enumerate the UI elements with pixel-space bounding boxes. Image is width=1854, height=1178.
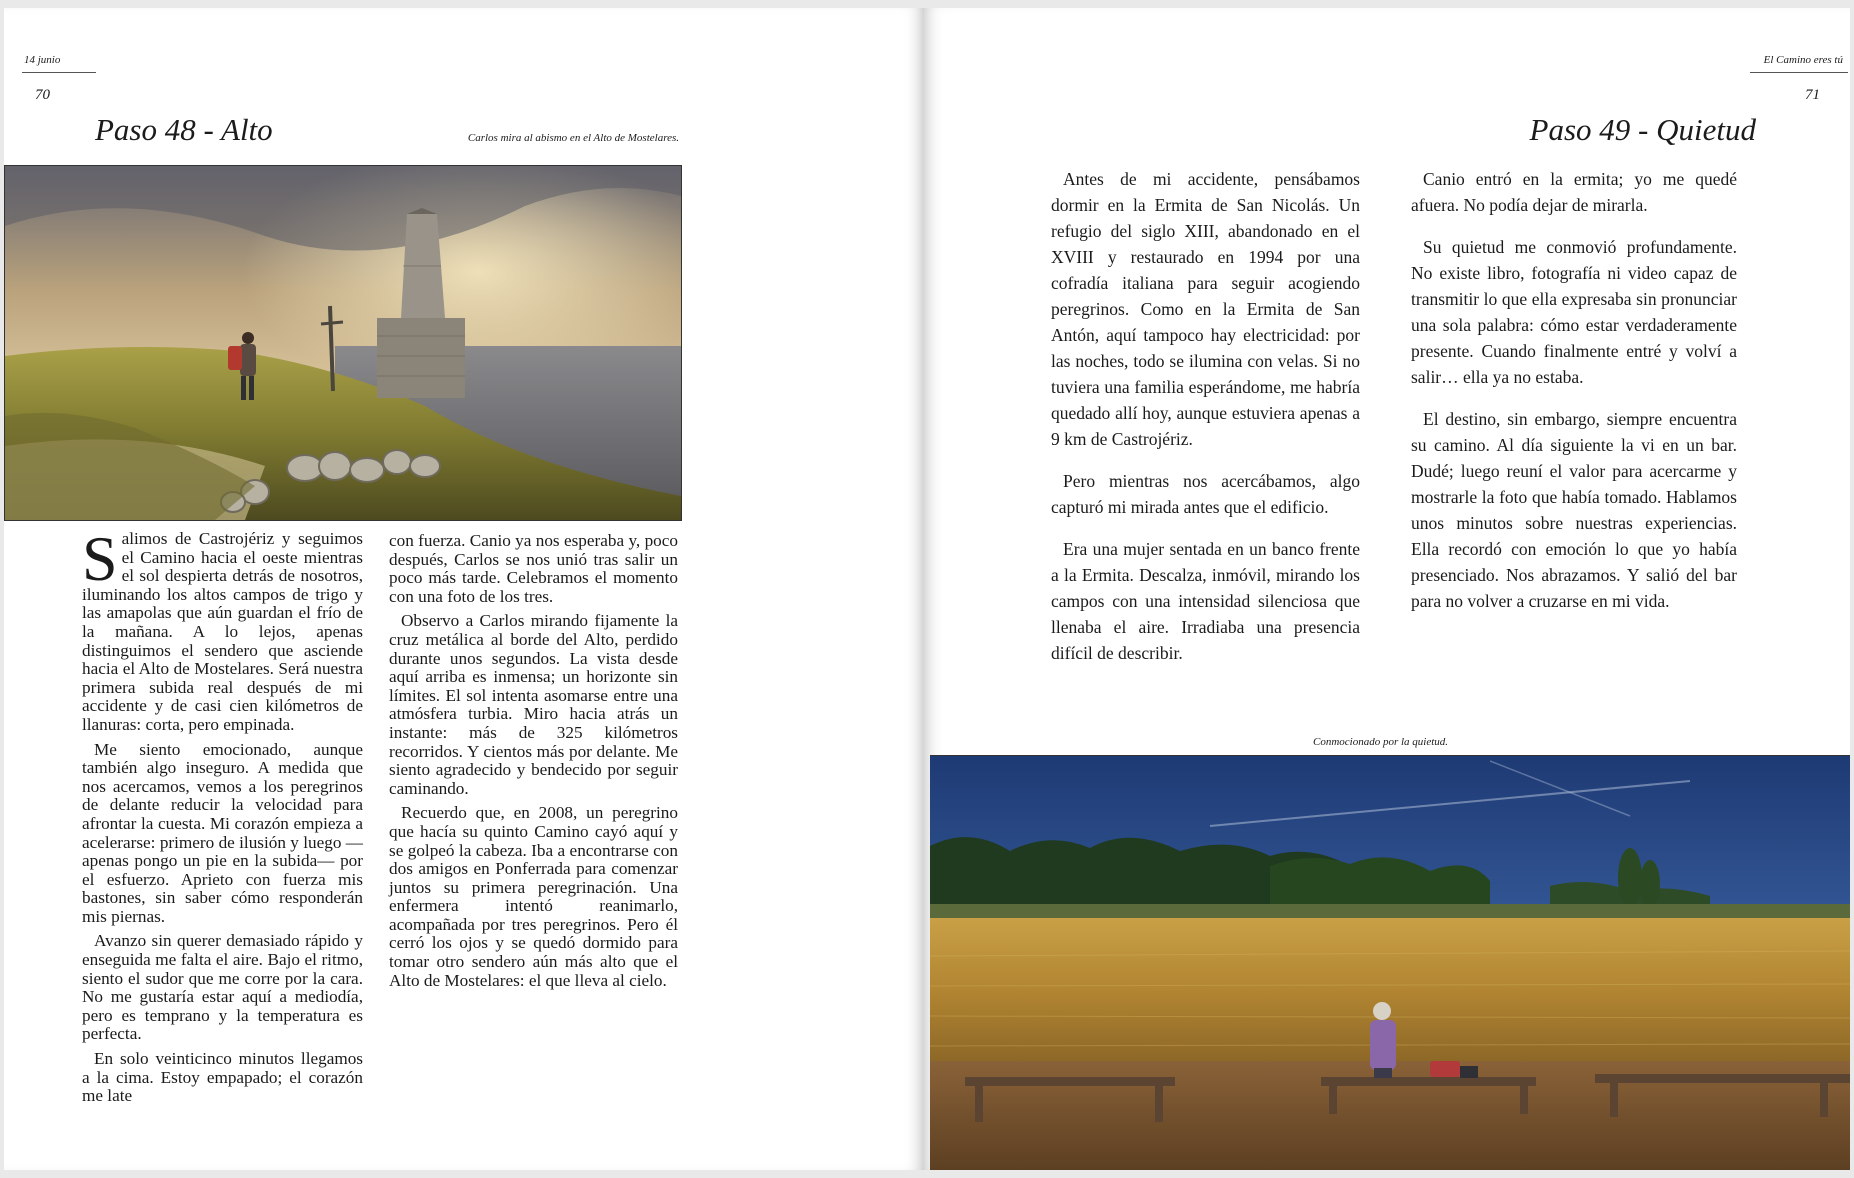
hilltop-monument-photo: [4, 165, 682, 521]
paragraph: Avanzo sin querer demasiado rápido y enseguida me falta el aire. Bajo el ritmo, siento el sudor que me corre por la cara. No me gustaría estar aquí a mediodía, pero es temprano y la temperatura es perfecta.: [82, 931, 363, 1044]
paragraph: Antes de mi accidente, pensábamos dormir en la Ermita de San Nicolás. Un refugio del siglo XIII, abandonado en el XVIII y restaurado en 1994 por una cofradía italiana para seguir acogiendo peregrinos. Como en la Ermita de San Antón, aquí tampoco hay electricidad: por las noches, todo se ilumina con velas. Si no tuviera una familia esperándome, me habría quedado allí hoy, aunque estuviera apenas a 9 km de Castrojériz.: [1051, 169, 1360, 449]
running-head-left: 14 junio: [24, 54, 61, 66]
header-rule-left: [22, 72, 96, 73]
paragraph: Observo a Carlos mirando fijamente la cruz metálica al borde del Alto, perdido durante unos segundos. La vista desde aquí arriba es inmensa; un horizonte sin límites. El sol intenta asomarse entre una atmósfera turbia. Miro hacia atrás un instante: más de 325 kilómetros recorridos. Y cientos más por delante. Me siento agradecido y bendecido por seguir caminando.: [389, 611, 678, 798]
page-title-right: Paso 49 - Quietud: [1529, 112, 1756, 147]
paragraph: Me siento emocionado, aunque también algo inseguro. A medida que nos acercamos, vemos a los peregrinos de delante reducir la velocidad para afrontar la cuesta. Mi corazón empieza a acelerarse: primero de ilusión y luego —apenas pongo un pie en la subida— por el esfuerzo. Aprieto con fuerza mis bastones, sin saber cómo responderán mis piernas.: [82, 739, 363, 926]
paragraph: En solo veinticinco minutos llegamos a la cima. Estoy empapado; el corazón me late: [82, 1049, 363, 1106]
paragraph: Pero mientras nos acercábamos, algo capturó mi mirada antes que el edificio.: [1051, 471, 1360, 517]
photo-caption-left: Carlos mira al abismo en el Alto de Mostelares.: [467, 132, 679, 144]
paragraph: Su quietud me conmovió profundamente. No existe libro, fotografía ni video capaz de transmitir lo que ella expresaba sin pronunciar una sola palabra: cómo estar verdaderamente presente. Cuando finalmente entré y volví a salir… ella ya no estaba.: [1411, 237, 1737, 387]
wheat-field-bench-photo: [930, 755, 1850, 1170]
paragraph: Recuerdo que, en 2008, un peregrino que hacía su quinto Camino cayó aquí y se golpeó la cabeza. Iba a encontrarse con dos amigos en Ponferrada para comenzar juntos su primera peregrinación. Una enfermera intentó reanimarlo, acompañada por tres peregrinos. Pero él cerró los ojos y se quedó dormido para tomar otro sendero aún más alto que el Alto de Mostelares: el que lleva al cielo.: [389, 803, 678, 990]
hilltop-photo-illustration: [5, 166, 681, 520]
drop-cap: S: [82, 523, 118, 594]
right-page: [924, 8, 1850, 1170]
article-column-1-left: [82, 523, 363, 1106]
paragraph-text: alimos de Castrojériz y seguimos el Camino hacia el oeste mientras el sol despierta detrás de nosotros, iluminando los altos campos de trigo y las amapolas que aún guardan el frío de la mañana. A lo lejos, apenas distinguimos el sendero que asciende hacia el Alto de Mostelares. Será nuestra primera subida real después de mi accidente y de casi cien kilómetros de llanuras: corta, pero empinada.: [82, 529, 363, 734]
paragraph: El destino, sin embargo, siempre encuentra su camino. Al día siguiente la vi en un bar. Dudé; luego reuní el valor para acercarme y mostrarle la foto que había tomado. Hablamos unos minutos sobre nuestras experiencias. Ella recordó con emoción lo que yo había presenciado. Nos abrazamos. Y salió del bar para no volver a cruzarse en mi vida.: [1411, 409, 1737, 611]
left-page: [4, 8, 924, 1170]
page-number-right: 71: [1805, 87, 1820, 103]
article-column-1-right: [1051, 166, 1360, 666]
page-title-left: Paso 48 - Alto: [95, 112, 273, 147]
running-head-right: El Camino eres tú: [1763, 54, 1843, 66]
paragraph: con fuerza. Canio ya nos esperaba y, poco después, Carlos se nos unió tras salir un poco más tarde. Celebramos el momento con una foto de los tres.: [389, 531, 678, 606]
photo-caption-right: Conmocionado por la quietud.: [1313, 736, 1449, 748]
article-column-2-left: [389, 532, 678, 990]
paragraph: Canio entró en la ermita; yo me quedé afuera. No podía dejar de mirarla.: [1411, 169, 1737, 215]
paragraph: [82, 523, 363, 735]
article-column-2-right: [1411, 166, 1737, 614]
paragraph: Era una mujer sentada en un banco frente a la Ermita. Descalza, inmóvil, mirando los campos con una intensidad silenciosa que llenaba el aire. Irradiaba una presencia difícil de describir.: [1051, 539, 1360, 663]
header-rule-right: [1750, 72, 1848, 73]
page-number-left: 70: [35, 87, 50, 103]
wheat-field-illustration: [930, 756, 1850, 1170]
